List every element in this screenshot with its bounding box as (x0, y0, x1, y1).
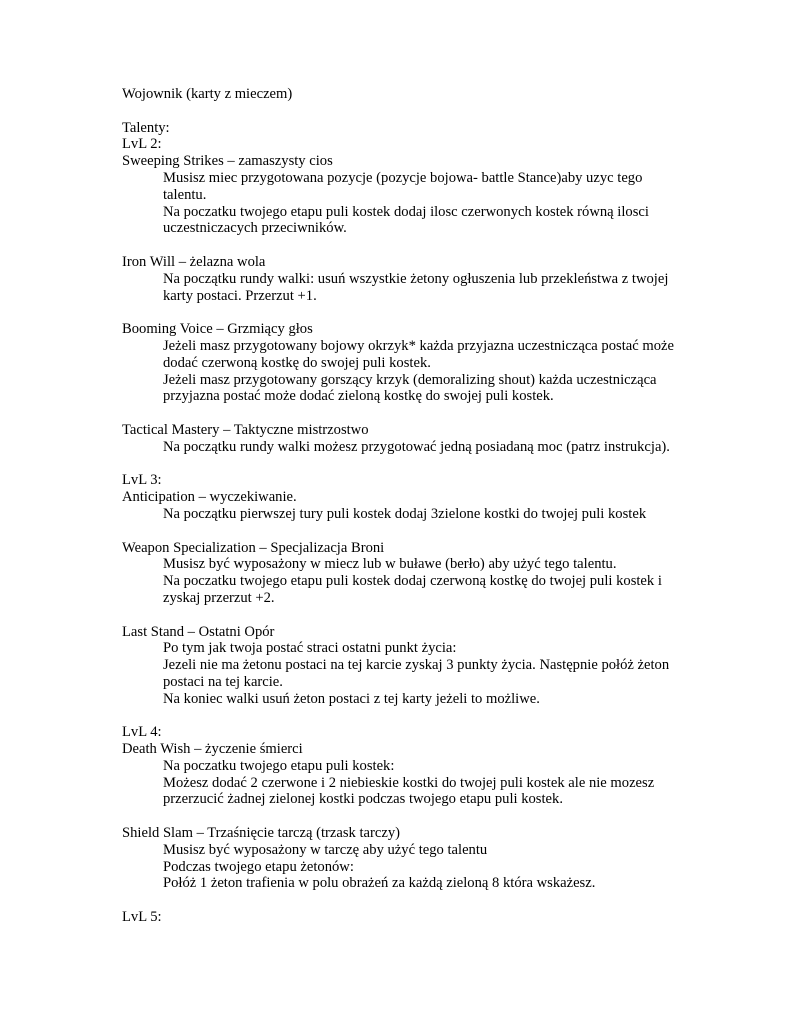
talent-description: Musisz być wyposażony w miecz lub w buławe (berło) aby użyć tego talentu. (163, 556, 617, 573)
talent-description: Na początku pierwszej tury puli kostek dodaj 3zielone kostki do twojej puli kostek (163, 505, 647, 522)
talents-heading: Talenty: (122, 119, 170, 136)
talent-name: Booming Voice – Grzmiący głos (122, 321, 313, 338)
talent-description: Jeżeli masz przygotowany gorszący krzyk (demoralizing shout) każda uczestnicząca przyjazna postać może dodać zieloną kostkę do swojej puli kostek. (163, 371, 657, 405)
talent-name: Death Wish – życzenie śmierci (122, 741, 303, 758)
levels-container (122, 136, 682, 925)
talent-description: Na początku rundy walki możesz przygotować jedną posiadaną moc (patrz instrukcja). (163, 438, 670, 455)
talent-block (122, 825, 682, 892)
talent-name: Anticipation – wyczekiwanie. (122, 489, 297, 506)
talent-block (122, 741, 682, 808)
spacer (122, 808, 682, 825)
talent-description: Na koniec walki usuń żeton postaci z tej karty jeżeli to możliwe. (163, 690, 540, 707)
talent-block (122, 540, 682, 607)
talent-description: Na poczatku twojego etapu puli kostek dodaj czerwoną kostkę do twojej puli kostek i zyskaj przerzut +2. (163, 573, 662, 606)
talent-description: Jeżeli masz przygotowany bojowy okrzyk* każda przyjazna uczestnicząca postać może dodać czerwoną kostkę do swojej puli kostek. (163, 337, 674, 371)
talent-description: Możesz dodać 2 czerwone i 2 niebieskie kostki do twojej puli kostek ale nie mozesz przerzucić żadnej zielonej kostki podczas twojego etapu puli kostek. (163, 774, 655, 808)
spacer (122, 103, 682, 120)
talent-block (122, 254, 682, 304)
spacer (122, 607, 682, 624)
level-label: LvL 3: (122, 472, 162, 489)
talent-name: Shield Slam – Trzaśnięcie tarczą (trzask tarczy) (122, 825, 400, 842)
talent-block (122, 489, 682, 523)
talent-description: Musisz miec przygotowana pozycje (pozycje bojowa- battle Stance)aby uzyc tego talentu. (163, 169, 643, 203)
spacer (122, 237, 682, 254)
talent-name: Iron Will – żelazna wola (122, 253, 266, 270)
spacer (122, 405, 682, 422)
document-title: Wojownik (karty z mieczem) (122, 86, 293, 102)
spacer (122, 892, 682, 909)
talent-description: Na początku rundy walki: usuń wszystkie żetony ogłuszenia lub przekleństwa z twojej karty postaci. Przerzut +1. (163, 270, 669, 304)
talent-name: Tactical Mastery – Taktyczne mistrzostwo (122, 421, 369, 438)
level-label: LvL 5: (122, 909, 162, 926)
level-label: LvL 4: (122, 724, 162, 741)
talent-block (122, 153, 682, 237)
talent-description: Musisz być wyposażony w tarczę aby użyć tego talentu (163, 841, 488, 858)
talent-description: Na poczatku twojego etapu puli kostek: (163, 757, 395, 774)
talent-description: Po tym jak twoja postać straci ostatni punkt życia: (163, 640, 457, 657)
document-page (122, 86, 682, 926)
spacer (122, 707, 682, 724)
spacer (122, 304, 682, 321)
talent-description: Jezeli nie ma żetonu postaci na tej karcie zyskaj 3 punkty życia. Następnie połóż żeton postaci na tej karcie. (163, 657, 670, 690)
talent-block (122, 321, 682, 405)
spacer (122, 456, 682, 473)
talent-block (122, 422, 682, 456)
talent-block (122, 624, 682, 708)
talent-description: Podczas twojego etapu żetonów: (163, 858, 354, 875)
talent-description: Połóż 1 żeton trafienia w polu obrażeń za każdą zieloną 8 która wskażesz. (163, 875, 596, 892)
level-label: LvL 2: (122, 136, 162, 153)
talent-name: Last Stand – Ostatni Opór (122, 623, 275, 640)
talent-name: Sweeping Strikes – zamaszysty cios (122, 153, 333, 170)
spacer (122, 523, 682, 540)
talent-name: Weapon Specialization – Specjalizacja Broni (122, 539, 385, 556)
talent-description: Na poczatku twojego etapu puli kostek dodaj ilosc czerwonych kostek równą ilosci uczestniczacych przeciwników. (163, 203, 649, 237)
